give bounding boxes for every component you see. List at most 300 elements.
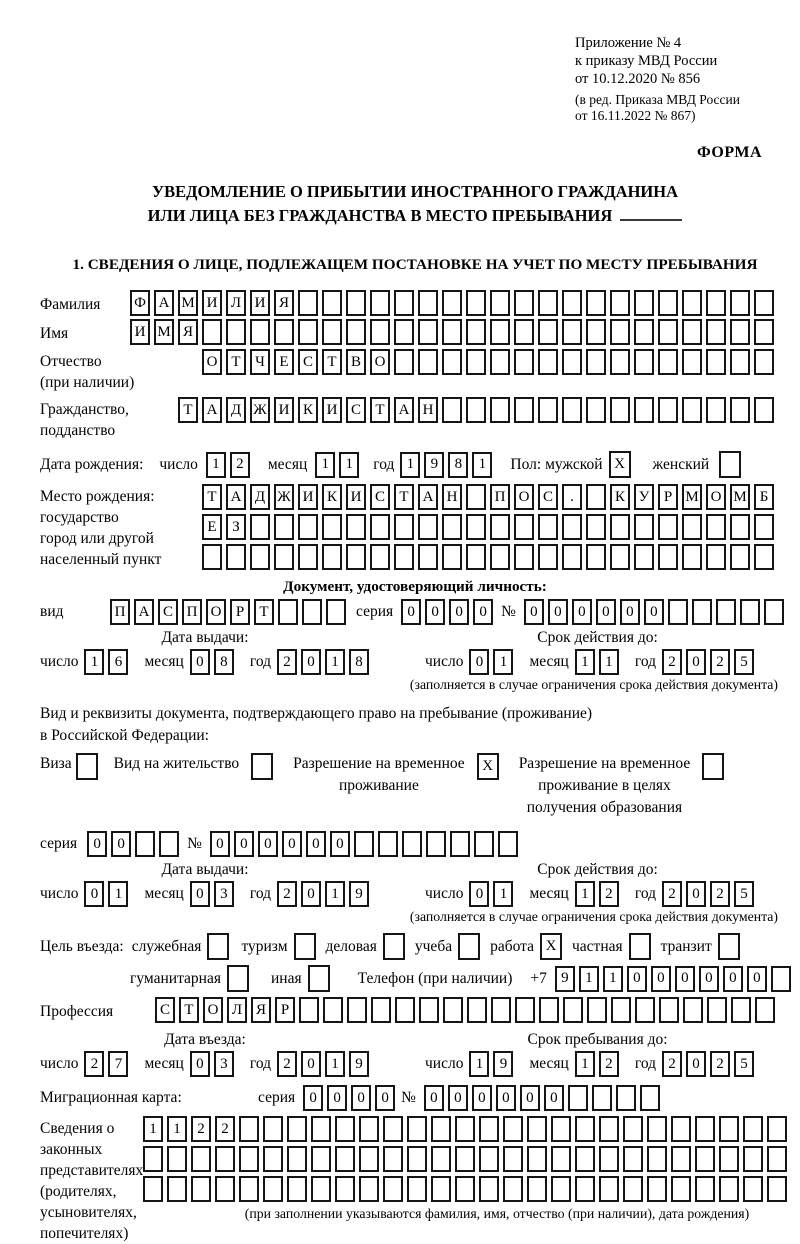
char-cell[interactable] — [551, 1146, 571, 1172]
char-cell[interactable] — [767, 1146, 787, 1172]
char-cell[interactable]: О — [370, 349, 390, 375]
char-cell[interactable] — [682, 290, 702, 316]
char-cell[interactable]: 0 — [572, 599, 592, 625]
char-cell[interactable] — [503, 1116, 523, 1142]
char-cell[interactable]: 8 — [214, 649, 234, 675]
char-cell[interactable] — [563, 997, 583, 1023]
char-cell[interactable] — [743, 1116, 763, 1142]
char-cell[interactable] — [479, 1176, 499, 1202]
char-cell[interactable] — [706, 397, 726, 423]
char-cell[interactable] — [610, 290, 630, 316]
char-cell[interactable]: 0 — [723, 966, 743, 992]
char-cell[interactable]: 0 — [472, 1085, 492, 1111]
char-cell[interactable]: 1 — [315, 452, 335, 478]
char-cell[interactable]: 5 — [734, 881, 754, 907]
char-cell[interactable]: Ф — [130, 290, 150, 316]
char-cell[interactable]: 2 — [662, 881, 682, 907]
option-temp-residence-checkbox[interactable]: X — [477, 753, 499, 780]
char-cell[interactable]: 0 — [327, 1085, 347, 1111]
char-cell[interactable]: 0 — [686, 649, 706, 675]
char-cell[interactable] — [503, 1176, 523, 1202]
char-cell[interactable]: С — [346, 397, 366, 423]
option-temp-residence-education-checkbox[interactable] — [702, 753, 724, 780]
char-cell[interactable] — [159, 831, 179, 857]
char-cell[interactable] — [754, 514, 774, 540]
char-cell[interactable] — [298, 319, 318, 345]
char-cell[interactable]: Т — [370, 397, 390, 423]
char-cell[interactable]: 0 — [524, 599, 544, 625]
char-cell[interactable]: И — [274, 397, 294, 423]
char-cell[interactable]: В — [346, 349, 366, 375]
char-cell[interactable] — [610, 349, 630, 375]
char-cell[interactable]: Т — [226, 349, 246, 375]
char-cell[interactable]: А — [134, 599, 154, 625]
char-cell[interactable] — [634, 544, 654, 570]
char-cell[interactable] — [671, 1176, 691, 1202]
char-cell[interactable]: 2 — [599, 1051, 619, 1077]
char-cell[interactable]: 1 — [339, 452, 359, 478]
char-cell[interactable]: 0 — [424, 1085, 444, 1111]
char-cell[interactable] — [539, 997, 559, 1023]
char-cell[interactable] — [514, 290, 534, 316]
char-cell[interactable] — [599, 1116, 619, 1142]
char-cell[interactable] — [490, 349, 510, 375]
char-cell[interactable] — [538, 544, 558, 570]
char-cell[interactable] — [707, 997, 727, 1023]
char-cell[interactable]: 0 — [520, 1085, 540, 1111]
char-cell[interactable]: П — [490, 484, 510, 510]
char-cell[interactable]: Ч — [250, 349, 270, 375]
char-cell[interactable] — [322, 319, 342, 345]
char-cell[interactable] — [515, 997, 535, 1023]
char-cell[interactable] — [658, 319, 678, 345]
char-cell[interactable]: 0 — [473, 599, 493, 625]
char-cell[interactable]: 2 — [662, 1051, 682, 1077]
char-cell[interactable] — [359, 1116, 379, 1142]
char-cell[interactable]: 0 — [627, 966, 647, 992]
char-cell[interactable]: 1 — [599, 649, 619, 675]
char-cell[interactable]: 5 — [734, 649, 754, 675]
char-cell[interactable]: Р — [275, 997, 295, 1023]
char-cell[interactable]: 1 — [575, 1051, 595, 1077]
char-cell[interactable] — [239, 1176, 259, 1202]
char-cell[interactable] — [623, 1176, 643, 1202]
char-cell[interactable] — [683, 997, 703, 1023]
char-cell[interactable] — [298, 290, 318, 316]
char-cell[interactable]: 3 — [214, 1051, 234, 1077]
char-cell[interactable] — [466, 349, 486, 375]
char-cell[interactable] — [455, 1146, 475, 1172]
char-cell[interactable]: 0 — [620, 599, 640, 625]
char-cell[interactable]: 9 — [555, 966, 575, 992]
char-cell[interactable]: П — [182, 599, 202, 625]
char-cell[interactable] — [767, 1116, 787, 1142]
char-cell[interactable] — [568, 1085, 588, 1111]
char-cell[interactable]: 0 — [651, 966, 671, 992]
char-cell[interactable] — [682, 397, 702, 423]
char-cell[interactable] — [647, 1176, 667, 1202]
char-cell[interactable] — [754, 397, 774, 423]
char-cell[interactable] — [143, 1146, 163, 1172]
char-cell[interactable] — [191, 1176, 211, 1202]
char-cell[interactable]: 0 — [401, 599, 421, 625]
char-cell[interactable] — [616, 1085, 636, 1111]
sex-male-checkbox[interactable]: X — [609, 451, 631, 478]
char-cell[interactable] — [402, 831, 422, 857]
char-cell[interactable] — [442, 290, 462, 316]
char-cell[interactable] — [764, 599, 784, 625]
char-cell[interactable] — [575, 1116, 595, 1142]
char-cell[interactable]: 9 — [493, 1051, 513, 1077]
char-cell[interactable] — [250, 319, 270, 345]
char-cell[interactable]: Т — [394, 484, 414, 510]
char-cell[interactable] — [263, 1116, 283, 1142]
char-cell[interactable] — [443, 997, 463, 1023]
char-cell[interactable]: 0 — [469, 881, 489, 907]
char-cell[interactable] — [610, 544, 630, 570]
char-cell[interactable] — [442, 544, 462, 570]
char-cell[interactable] — [322, 544, 342, 570]
char-cell[interactable] — [490, 514, 510, 540]
char-cell[interactable] — [586, 514, 606, 540]
char-cell[interactable]: И — [346, 484, 366, 510]
char-cell[interactable] — [599, 1176, 619, 1202]
char-cell[interactable] — [394, 290, 414, 316]
char-cell[interactable] — [431, 1116, 451, 1142]
char-cell[interactable] — [754, 349, 774, 375]
char-cell[interactable]: 0 — [303, 1085, 323, 1111]
char-cell[interactable] — [514, 397, 534, 423]
char-cell[interactable]: 0 — [675, 966, 695, 992]
char-cell[interactable] — [335, 1116, 355, 1142]
char-cell[interactable]: 1 — [325, 881, 345, 907]
char-cell[interactable] — [299, 997, 319, 1023]
char-cell[interactable]: 9 — [424, 452, 444, 478]
char-cell[interactable]: Т — [202, 484, 222, 510]
char-cell[interactable]: 0 — [644, 599, 664, 625]
char-cell[interactable] — [634, 349, 654, 375]
char-cell[interactable] — [514, 349, 534, 375]
char-cell[interactable] — [658, 544, 678, 570]
char-cell[interactable]: А — [226, 484, 246, 510]
char-cell[interactable] — [359, 1176, 379, 1202]
char-cell[interactable] — [311, 1116, 331, 1142]
char-cell[interactable]: М — [730, 484, 750, 510]
char-cell[interactable] — [575, 1176, 595, 1202]
char-cell[interactable]: С — [370, 484, 390, 510]
char-cell[interactable] — [202, 544, 222, 570]
char-cell[interactable] — [346, 319, 366, 345]
char-cell[interactable]: 0 — [190, 881, 210, 907]
char-cell[interactable] — [658, 290, 678, 316]
char-cell[interactable]: И — [298, 484, 318, 510]
char-cell[interactable] — [490, 397, 510, 423]
char-cell[interactable]: О — [202, 349, 222, 375]
char-cell[interactable]: 1 — [469, 1051, 489, 1077]
char-cell[interactable]: Е — [202, 514, 222, 540]
sex-female-checkbox[interactable] — [719, 451, 741, 478]
char-cell[interactable]: М — [682, 484, 702, 510]
char-cell[interactable] — [346, 544, 366, 570]
char-cell[interactable]: 0 — [301, 649, 321, 675]
char-cell[interactable] — [538, 349, 558, 375]
char-cell[interactable]: О — [203, 997, 223, 1023]
char-cell[interactable]: 0 — [330, 831, 350, 857]
char-cell[interactable]: 1 — [575, 649, 595, 675]
char-cell[interactable] — [466, 319, 486, 345]
char-cell[interactable] — [431, 1176, 451, 1202]
char-cell[interactable] — [514, 544, 534, 570]
char-cell[interactable] — [730, 319, 750, 345]
char-cell[interactable]: Д — [226, 397, 246, 423]
char-cell[interactable]: 1 — [603, 966, 623, 992]
char-cell[interactable] — [490, 319, 510, 345]
char-cell[interactable] — [167, 1146, 187, 1172]
char-cell[interactable]: 0 — [351, 1085, 371, 1111]
char-cell[interactable]: 0 — [747, 966, 767, 992]
char-cell[interactable]: 0 — [469, 649, 489, 675]
char-cell[interactable]: 1 — [493, 649, 513, 675]
char-cell[interactable] — [394, 349, 414, 375]
char-cell[interactable]: Р — [230, 599, 250, 625]
char-cell[interactable] — [346, 290, 366, 316]
char-cell[interactable]: 6 — [108, 649, 128, 675]
char-cell[interactable] — [226, 544, 246, 570]
char-cell[interactable] — [274, 514, 294, 540]
char-cell[interactable] — [771, 966, 791, 992]
char-cell[interactable] — [383, 1176, 403, 1202]
char-cell[interactable] — [466, 514, 486, 540]
char-cell[interactable] — [394, 544, 414, 570]
char-cell[interactable] — [754, 319, 774, 345]
char-cell[interactable] — [527, 1146, 547, 1172]
char-cell[interactable]: 0 — [301, 1051, 321, 1077]
char-cell[interactable] — [370, 514, 390, 540]
char-cell[interactable] — [586, 484, 606, 510]
char-cell[interactable] — [719, 1176, 739, 1202]
char-cell[interactable] — [527, 1176, 547, 1202]
char-cell[interactable]: С — [158, 599, 178, 625]
char-cell[interactable] — [278, 599, 298, 625]
char-cell[interactable] — [647, 1116, 667, 1142]
char-cell[interactable] — [587, 997, 607, 1023]
char-cell[interactable] — [659, 997, 679, 1023]
char-cell[interactable] — [322, 514, 342, 540]
char-cell[interactable]: Т — [254, 599, 274, 625]
char-cell[interactable] — [514, 319, 534, 345]
char-cell[interactable]: С — [298, 349, 318, 375]
char-cell[interactable] — [514, 514, 534, 540]
char-cell[interactable] — [287, 1176, 307, 1202]
char-cell[interactable] — [692, 599, 712, 625]
char-cell[interactable]: К — [610, 484, 630, 510]
char-cell[interactable]: О — [206, 599, 226, 625]
char-cell[interactable] — [322, 290, 342, 316]
char-cell[interactable] — [743, 1176, 763, 1202]
char-cell[interactable]: 2 — [215, 1116, 235, 1142]
char-cell[interactable] — [442, 397, 462, 423]
char-cell[interactable]: Л — [226, 290, 246, 316]
char-cell[interactable]: 2 — [277, 881, 297, 907]
char-cell[interactable] — [562, 514, 582, 540]
char-cell[interactable] — [347, 997, 367, 1023]
char-cell[interactable]: 0 — [87, 831, 107, 857]
char-cell[interactable]: 2 — [710, 1051, 730, 1077]
char-cell[interactable] — [634, 290, 654, 316]
char-cell[interactable]: 1 — [325, 649, 345, 675]
char-cell[interactable] — [135, 831, 155, 857]
char-cell[interactable] — [731, 997, 751, 1023]
char-cell[interactable] — [562, 544, 582, 570]
char-cell[interactable]: 0 — [301, 881, 321, 907]
char-cell[interactable]: 2 — [191, 1116, 211, 1142]
char-cell[interactable]: 1 — [167, 1116, 187, 1142]
char-cell[interactable] — [167, 1176, 187, 1202]
char-cell[interactable] — [359, 1146, 379, 1172]
char-cell[interactable] — [479, 1146, 499, 1172]
char-cell[interactable] — [335, 1146, 355, 1172]
char-cell[interactable]: 1 — [400, 452, 420, 478]
char-cell[interactable]: Б — [754, 484, 774, 510]
purpose-tourism-checkbox[interactable] — [294, 933, 316, 960]
char-cell[interactable] — [490, 544, 510, 570]
char-cell[interactable] — [610, 319, 630, 345]
char-cell[interactable] — [503, 1146, 523, 1172]
char-cell[interactable]: 7 — [108, 1051, 128, 1077]
char-cell[interactable]: 0 — [306, 831, 326, 857]
char-cell[interactable] — [335, 1176, 355, 1202]
char-cell[interactable] — [730, 544, 750, 570]
char-cell[interactable] — [407, 1146, 427, 1172]
char-cell[interactable] — [682, 544, 702, 570]
char-cell[interactable] — [586, 349, 606, 375]
char-cell[interactable] — [538, 397, 558, 423]
char-cell[interactable] — [634, 514, 654, 540]
char-cell[interactable] — [730, 397, 750, 423]
char-cell[interactable]: С — [155, 997, 175, 1023]
char-cell[interactable] — [635, 997, 655, 1023]
char-cell[interactable] — [467, 997, 487, 1023]
char-cell[interactable] — [442, 319, 462, 345]
char-cell[interactable] — [498, 831, 518, 857]
purpose-work-checkbox[interactable]: X — [540, 933, 562, 960]
char-cell[interactable] — [671, 1146, 691, 1172]
char-cell[interactable]: 0 — [449, 599, 469, 625]
char-cell[interactable]: 2 — [710, 881, 730, 907]
char-cell[interactable]: 0 — [686, 881, 706, 907]
char-cell[interactable]: Я — [274, 290, 294, 316]
char-cell[interactable] — [719, 1146, 739, 1172]
char-cell[interactable] — [370, 290, 390, 316]
char-cell[interactable]: П — [110, 599, 130, 625]
char-cell[interactable] — [263, 1176, 283, 1202]
char-cell[interactable]: 1 — [206, 452, 226, 478]
char-cell[interactable] — [442, 349, 462, 375]
char-cell[interactable]: Ж — [274, 484, 294, 510]
char-cell[interactable] — [326, 599, 346, 625]
char-cell[interactable]: 9 — [349, 881, 369, 907]
char-cell[interactable] — [647, 1146, 667, 1172]
char-cell[interactable] — [311, 1146, 331, 1172]
char-cell[interactable] — [695, 1116, 715, 1142]
purpose-study-checkbox[interactable] — [458, 933, 480, 960]
char-cell[interactable] — [706, 544, 726, 570]
char-cell[interactable] — [431, 1146, 451, 1172]
char-cell[interactable] — [586, 290, 606, 316]
char-cell[interactable]: И — [250, 290, 270, 316]
char-cell[interactable]: 0 — [544, 1085, 564, 1111]
char-cell[interactable] — [740, 599, 760, 625]
char-cell[interactable] — [354, 831, 374, 857]
char-cell[interactable] — [370, 544, 390, 570]
char-cell[interactable]: Т — [179, 997, 199, 1023]
char-cell[interactable] — [611, 997, 631, 1023]
char-cell[interactable] — [239, 1116, 259, 1142]
purpose-private-checkbox[interactable] — [629, 933, 651, 960]
char-cell[interactable]: 9 — [349, 1051, 369, 1077]
char-cell[interactable] — [466, 484, 486, 510]
char-cell[interactable] — [418, 349, 438, 375]
char-cell[interactable]: 0 — [686, 1051, 706, 1077]
char-cell[interactable] — [575, 1146, 595, 1172]
char-cell[interactable] — [551, 1176, 571, 1202]
char-cell[interactable] — [143, 1176, 163, 1202]
char-cell[interactable]: 1 — [493, 881, 513, 907]
char-cell[interactable]: Ж — [250, 397, 270, 423]
char-cell[interactable]: А — [418, 484, 438, 510]
char-cell[interactable] — [743, 1146, 763, 1172]
char-cell[interactable]: А — [202, 397, 222, 423]
char-cell[interactable]: 0 — [448, 1085, 468, 1111]
char-cell[interactable] — [538, 514, 558, 540]
char-cell[interactable] — [419, 997, 439, 1023]
char-cell[interactable] — [682, 319, 702, 345]
char-cell[interactable] — [215, 1176, 235, 1202]
char-cell[interactable] — [682, 349, 702, 375]
char-cell[interactable]: 0 — [596, 599, 616, 625]
char-cell[interactable] — [490, 290, 510, 316]
char-cell[interactable] — [407, 1176, 427, 1202]
char-cell[interactable]: 2 — [277, 1051, 297, 1077]
char-cell[interactable] — [610, 514, 630, 540]
char-cell[interactable] — [274, 544, 294, 570]
char-cell[interactable]: 2 — [84, 1051, 104, 1077]
title-fill-in-blank[interactable] — [620, 207, 682, 221]
char-cell[interactable]: Л — [227, 997, 247, 1023]
char-cell[interactable]: 2 — [230, 452, 250, 478]
char-cell[interactable] — [418, 290, 438, 316]
char-cell[interactable] — [730, 349, 750, 375]
purpose-transit-checkbox[interactable] — [718, 933, 740, 960]
char-cell[interactable]: 0 — [111, 831, 131, 857]
char-cell[interactable]: 0 — [190, 1051, 210, 1077]
char-cell[interactable] — [586, 544, 606, 570]
char-cell[interactable] — [298, 514, 318, 540]
char-cell[interactable]: С — [538, 484, 558, 510]
char-cell[interactable] — [695, 1146, 715, 1172]
char-cell[interactable] — [562, 349, 582, 375]
char-cell[interactable] — [346, 514, 366, 540]
char-cell[interactable] — [239, 1146, 259, 1172]
char-cell[interactable] — [562, 290, 582, 316]
char-cell[interactable] — [395, 997, 415, 1023]
char-cell[interactable]: 1 — [108, 881, 128, 907]
char-cell[interactable] — [754, 544, 774, 570]
char-cell[interactable] — [658, 397, 678, 423]
char-cell[interactable] — [383, 1146, 403, 1172]
char-cell[interactable] — [287, 1116, 307, 1142]
char-cell[interactable] — [394, 514, 414, 540]
